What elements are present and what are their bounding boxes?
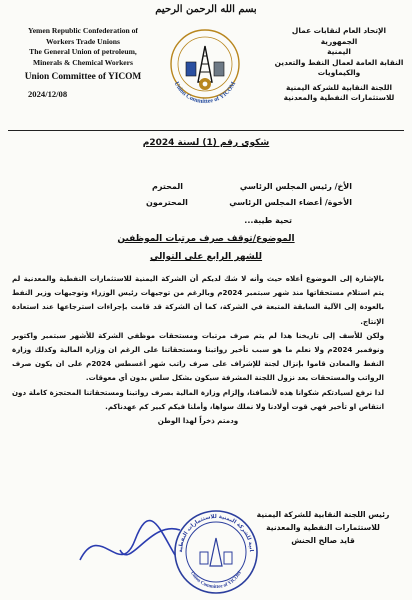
header-ar-line2: اليمنية xyxy=(327,47,351,56)
svg-text:اللجنة النقابية للشركة اليمنية xyxy=(172,508,254,553)
union-logo xyxy=(160,22,250,112)
signatory-name: قايد صالح الحنش xyxy=(291,536,355,545)
header-en-line2: Workers Trade Unions xyxy=(46,36,120,46)
header-ar-committee1: اللجنة النقابية للشركة اليمنية xyxy=(285,82,393,92)
union-stamp xyxy=(172,508,260,596)
header-en-line1: Yemen Republic Confederation of xyxy=(28,26,138,35)
header-ar-committee2: للاستثمارات النفطية والمعدنية xyxy=(283,93,395,102)
header-english xyxy=(8,26,158,99)
header-divider xyxy=(8,130,404,131)
logo-caption: Union Committee of YICOM xyxy=(172,80,238,106)
basmala: بسم الله الرحمن الرحيم xyxy=(155,4,257,15)
letter-body xyxy=(12,272,384,428)
addressee-1-title: المحترم xyxy=(152,182,183,191)
signature-block xyxy=(248,508,398,547)
complaint-title: شكوى رقم (1) لسنة 2024م xyxy=(142,138,270,148)
header-en-line4: Minerals & Chemical Workers xyxy=(32,57,134,67)
addressee-2: الأخوة/ أعضاء المجلس الرئاسي xyxy=(229,198,352,207)
header-ar-line3: النقابة العامة لعمال النفط والتعدين xyxy=(274,57,404,67)
paragraph-1: بالإشارة إلى الموضوع أعلاه حيث وأنه لا شك لديكم أن الشركة اليمنية للاستثمارات النفطية والمعدنية لم يتم استلام مستحقاتها منذ شهر سبتمبر 2024م وبالرغم من توجيهات رئيس الوزراء وتوجيهات وزير النفط بالعودة إلى الآلية السابقة المتبعة في الشركة، كما أن الشركة قد قامت بإجراءات استرجاعها عند استعادة الإنتاج. xyxy=(12,274,384,326)
stamp-inner-text: Union Committee of YICOM xyxy=(189,570,243,591)
header-arabic xyxy=(274,26,404,104)
addressee-1: الأخ/ رئيس المجلس الرئاسي xyxy=(239,182,352,191)
paragraph-2: ولكن للأسف إلى تاريخنا هذا لم يتم صرف مرتبات ومستحقات موظفي الشركة للأشهر سبتمبر واكتوبر ونوفمبر 2024م ولا نعلم ما هو سبب تأخير رواتبنا ومستحقاتنا على الرغم ان وزارة المالية وكذلك وزارة النفط والمعادن قاموا بإنزال لجنة للإشراف على صرف راتب شهر أغسطس 2024م على ان يكون صرف الرواتب والمستحقات بعد نزول اللجنة المشرفة سيكون بشكل سلس بدون أي معوقات. xyxy=(12,330,385,383)
greeting: تحية طيبة... xyxy=(244,216,292,225)
addressee-2-title: المحترمون xyxy=(146,198,188,207)
subject-line-2: للشهر الرابع على التوالي xyxy=(149,252,263,262)
letter-date: 2024/12/08 xyxy=(28,88,68,99)
stamp-outer-text: ابية للشركة اليمنية للاستثمارات النفطية xyxy=(177,513,255,553)
closing: ودمتم ذخراً لهذا الوطن xyxy=(157,416,239,426)
paragraph-3: لذا نرفع لسيادتكم شكوانا هذه لأنصافنا، وإلزام وزارة المالية بصرف رواتبنا ومستحقاتنا المحتجزة كاملة دون انتقاص او تأخير فهي قوت أولادنا ولا نملك سواها، وأملنا فيكم كبير كم عهدناكم. xyxy=(12,387,384,411)
subject-line-1: الموضوع/توقف صرف مرتبات الموظفين xyxy=(117,234,295,244)
header-ar-line4: والكيماويات xyxy=(317,68,361,77)
header-ar-line1: الإتحاد العام لنقابات عمال الجمهورية xyxy=(291,26,387,46)
header-en-committee: Union Committee of YICOM xyxy=(24,72,142,82)
signatory-line2: للاستثمارات النفطية والمعدنية xyxy=(266,523,380,532)
signatory-line1: رئيس اللجنة النقابية للشركة اليمنية xyxy=(256,510,390,519)
svg-text:Union Committee of YICOM xyxy=(189,571,243,590)
header-en-line3: The General Union of petroleum, xyxy=(29,47,137,56)
